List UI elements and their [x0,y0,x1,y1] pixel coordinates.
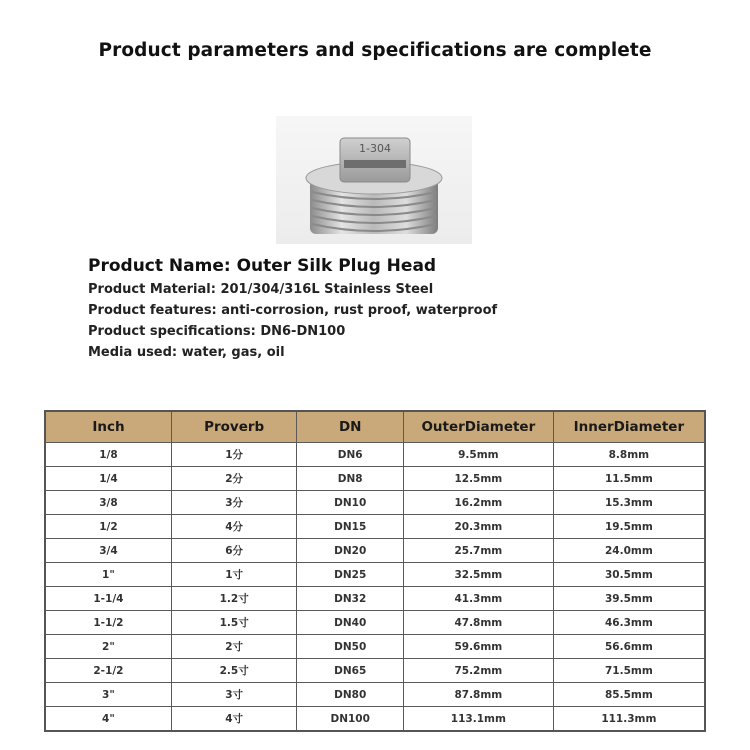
cell-inch: 1/8 [45,443,171,467]
cell-outer-diameter: 47.8mm [403,611,553,635]
cell-inch: 1-1/4 [45,587,171,611]
cell-inch: 1/4 [45,467,171,491]
cell-outer-diameter: 59.6mm [403,635,553,659]
cell-outer-diameter: 20.3mm [403,515,553,539]
cell-dn: DN50 [297,635,404,659]
header-inch: Inch [45,411,171,443]
cell-dn: DN25 [297,563,404,587]
header-dn: DN [297,411,404,443]
table-row [45,491,705,515]
cell-inch: 1/2 [45,515,171,539]
cell-inner-diameter: 11.5mm [553,467,705,491]
cell-inner-diameter: 85.5mm [553,683,705,707]
table-row [45,515,705,539]
cell-outer-diameter: 9.5mm [403,443,553,467]
table-row [45,539,705,563]
cell-inch: 2" [45,635,171,659]
header-outer-diameter: OuterDiameter [403,411,553,443]
header-proverb: Proverb [171,411,297,443]
cell-proverb: 4分 [171,515,297,539]
cell-dn: DN8 [297,467,404,491]
product-name: Product Name: Outer Silk Plug Head [88,256,437,276]
cell-inch: 3/4 [45,539,171,563]
cell-outer-diameter: 113.1mm [403,707,553,732]
cell-inner-diameter: 24.0mm [553,539,705,563]
cell-inner-diameter: 56.6mm [553,635,705,659]
cell-outer-diameter: 16.2mm [403,491,553,515]
cell-proverb: 1寸 [171,563,297,587]
cell-inch: 2-1/2 [45,659,171,683]
table-row [45,563,705,587]
table-row [45,587,705,611]
cell-inch: 1-1/2 [45,611,171,635]
table-row [45,467,705,491]
cell-inner-diameter: 39.5mm [553,587,705,611]
cell-inch: 1" [45,563,171,587]
spec-table [44,410,706,732]
product-specifications: Product specifications: DN6-DN100 [88,324,346,339]
table-row [45,683,705,707]
cell-inner-diameter: 19.5mm [553,515,705,539]
svg-text:1-304: 1-304 [359,142,391,155]
cell-dn: DN65 [297,659,404,683]
cell-proverb: 3分 [171,491,297,515]
cell-proverb: 1分 [171,443,297,467]
cell-inner-diameter: 111.3mm [553,707,705,732]
table-row [45,635,705,659]
cell-proverb: 1.2寸 [171,587,297,611]
cell-dn: DN100 [297,707,404,732]
product-features: Product features: anti-corrosion, rust proof, waterproof [88,303,498,318]
cell-proverb: 4寸 [171,707,297,732]
cell-dn: DN20 [297,539,404,563]
plug-illustration-icon [276,116,472,244]
cell-dn: DN15 [297,515,404,539]
cell-inch: 3/8 [45,491,171,515]
cell-proverb: 6分 [171,539,297,563]
table-row [45,611,705,635]
cell-outer-diameter: 75.2mm [403,659,553,683]
table-row [45,659,705,683]
header-inner-diameter: InnerDiameter [553,411,705,443]
cell-inner-diameter: 30.5mm [553,563,705,587]
cell-proverb: 2.5寸 [171,659,297,683]
cell-inner-diameter: 15.3mm [553,491,705,515]
cell-inner-diameter: 71.5mm [553,659,705,683]
table-row [45,707,705,732]
cell-outer-diameter: 12.5mm [403,467,553,491]
table-row [45,443,705,467]
cell-dn: DN10 [297,491,404,515]
product-image [276,116,472,244]
cell-proverb: 1.5寸 [171,611,297,635]
cell-dn: DN80 [297,683,404,707]
cell-outer-diameter: 32.5mm [403,563,553,587]
cell-outer-diameter: 25.7mm [403,539,553,563]
cell-inner-diameter: 8.8mm [553,443,705,467]
cell-proverb: 2分 [171,467,297,491]
cell-dn: DN6 [297,443,404,467]
media-used: Media used: water, gas, oil [88,345,285,360]
cell-proverb: 2寸 [171,635,297,659]
cell-inch: 4" [45,707,171,732]
table-header-row [45,411,705,443]
cell-outer-diameter: 41.3mm [403,587,553,611]
cell-proverb: 3寸 [171,683,297,707]
product-material: Product Material: 201/304/316L Stainless Steel [88,282,434,297]
cell-inner-diameter: 46.3mm [553,611,705,635]
cell-inch: 3" [45,683,171,707]
page-headline: Product parameters and specifications are complete [98,40,652,61]
cell-dn: DN40 [297,611,404,635]
cell-outer-diameter: 87.8mm [403,683,553,707]
cell-dn: DN32 [297,587,404,611]
product-info [88,256,497,366]
